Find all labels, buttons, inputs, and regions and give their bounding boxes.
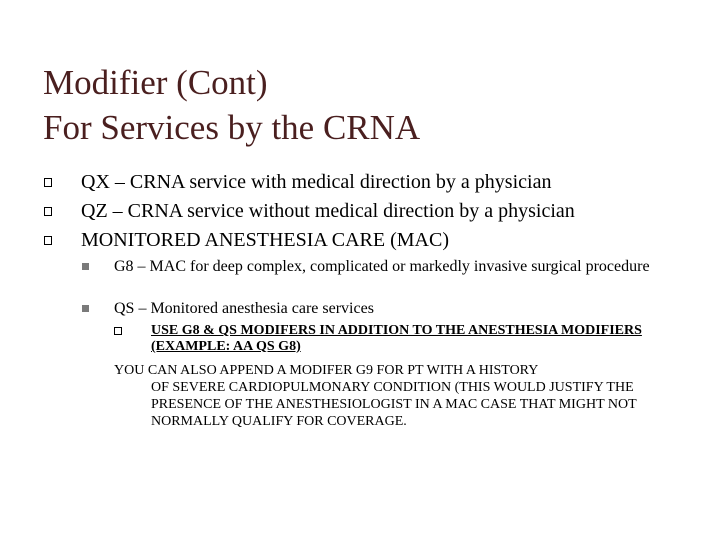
sub-sub-bullet-modifiers: USE G8 & QS MODIFERS IN ADDITION TO THE ANESTHESIA MODIFIERS (EXAMPLE: AA QS G8) <box>151 323 642 354</box>
sub-bullet-qs: QS – Monitored anesthesia care services <box>114 300 374 317</box>
hollow-square-bullet-icon <box>114 327 122 335</box>
bullet-mac: MONITORED ANESTHESIA CARE (MAC) <box>81 229 449 251</box>
filled-square-bullet-icon <box>82 263 89 270</box>
filled-square-bullet-icon <box>82 305 89 312</box>
hollow-square-bullet-icon <box>44 207 52 216</box>
slide-title <box>43 60 683 150</box>
hollow-square-bullet-icon <box>44 178 52 187</box>
title-line-2: For Services by the CRNA <box>43 108 421 147</box>
hollow-square-bullet-icon <box>44 236 52 245</box>
title-line-1: Modifier (Cont) <box>43 63 268 102</box>
g9-note-continuation: OF SEVERE CARDIOPULMONARY CONDITION (THIS WOULD JUSTIFY THE PRESENCE OF THE ANESTHESIOLOGIST IN A MAC CASE THAT MIGHT NOT NORMALLY QUALIFY FOR COVERAGE. <box>151 380 637 429</box>
g9-note <box>114 362 694 430</box>
sub-bullet-g8: G8 – MAC for deep complex, complicated or markedly invasive surgical procedure <box>114 258 650 275</box>
bullet-qz: QZ – CRNA service without medical direction by a physician <box>81 200 575 222</box>
bullet-qx: QX – CRNA service with medical direction by a physician <box>81 171 552 193</box>
g9-note-first-line: YOU CAN ALSO APPEND A MODIFER G9 FOR PT WITH A HISTORY <box>114 363 539 378</box>
